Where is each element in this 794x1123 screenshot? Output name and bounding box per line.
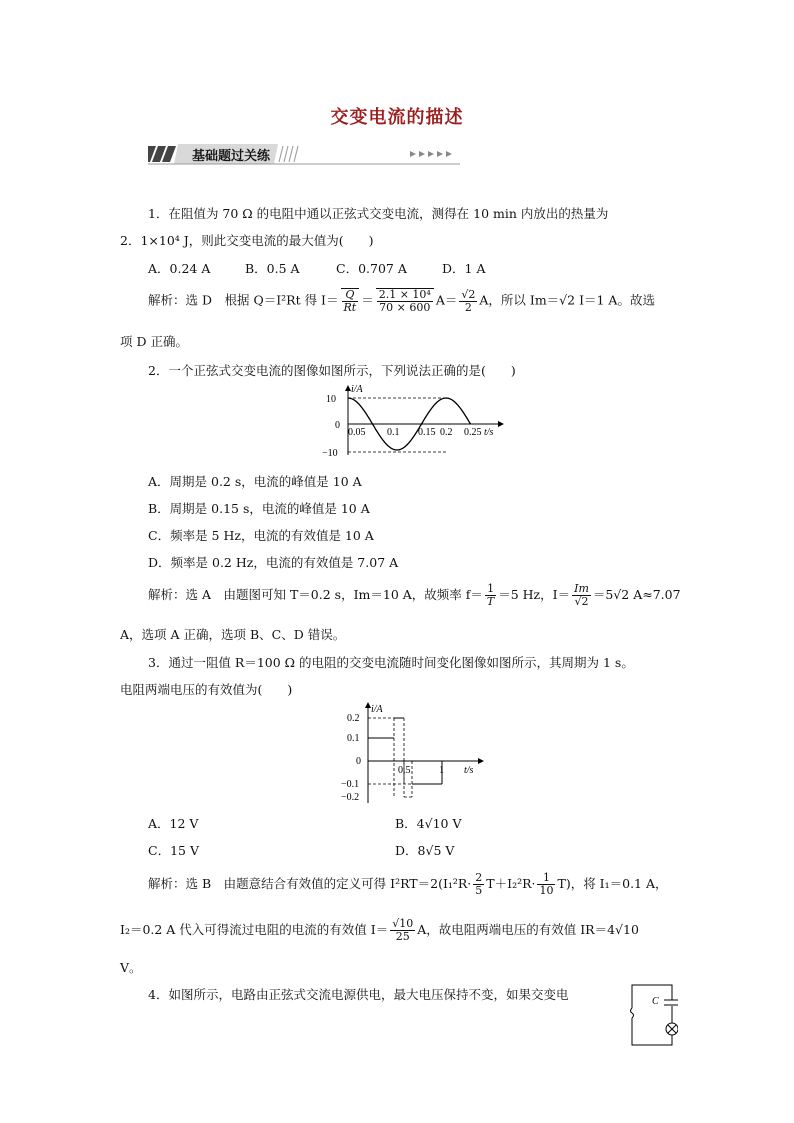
q3-fracc-num: √10 bbox=[392, 917, 414, 930]
q1-stem-line1: 1．在阻值为 70 Ω 的电阻中通以正弦式交变电流，测得在 10 min 内放出的热量为 bbox=[148, 206, 609, 221]
q2-ylabel: i/A bbox=[351, 384, 363, 395]
q1-frac2-den: 70 × 600 bbox=[379, 301, 431, 314]
q2-xlabel: t/s bbox=[484, 427, 494, 438]
q3-answer-line1 bbox=[148, 872, 668, 897]
q4-capacitor-label: C bbox=[652, 996, 659, 1007]
q2-fracb-den: √2 bbox=[574, 595, 589, 608]
q1-stem-line2: 2．1×10⁴ J，则此交变电流的最大值为( ) bbox=[120, 233, 374, 248]
q3-fracb-num: 1 bbox=[537, 872, 555, 885]
q1-option-b: B．0.5 A bbox=[245, 261, 300, 276]
q3-answer-mid: T＋I₂²R· bbox=[486, 876, 536, 891]
q1-frac3-num: √2 bbox=[461, 287, 476, 301]
q2-answer-line2: A，选项 A 正确，选项 B、C、D 错误。 bbox=[120, 627, 346, 642]
q1-answer-mid: ＝ bbox=[361, 292, 374, 308]
q3-fracc-den: 25 bbox=[395, 930, 410, 943]
q3-ytick-0.2: 0.2 bbox=[347, 713, 360, 724]
q3-fraction-root10-25 bbox=[390, 918, 415, 943]
q3-stem-line2: 电阻两端电压的有效值为( ) bbox=[120, 682, 293, 697]
q3-option-b: B．4√10 V bbox=[395, 816, 462, 831]
q1-answer-post: A＝ bbox=[435, 292, 458, 308]
q3-answer-line2-pre: I₂＝0.2 A 代入可得流过电阻的电流的有效值 I＝ bbox=[120, 922, 389, 937]
q1-fraction-values bbox=[376, 288, 434, 314]
q4-stem: 4．如图所示，电路由正弦式交流电源供电，最大电压保持不变，如果交变电 bbox=[148, 987, 569, 1002]
q2-fraction-im-root2 bbox=[572, 583, 591, 608]
q3-ytick-neg0.1: −0.1 bbox=[341, 779, 360, 790]
q2-ytick-0: 0 bbox=[335, 420, 340, 431]
q2-sine-graph bbox=[320, 383, 510, 463]
q3-fraca-den: 5 bbox=[475, 884, 483, 897]
page-title: 交变电流的描述 bbox=[330, 107, 464, 128]
q3-answer-line3: V。 bbox=[120, 960, 142, 975]
q2-option-a: A．周期是 0.2 s，电流的峰值是 10 A bbox=[148, 474, 362, 489]
q1-frac1-num: Q bbox=[342, 289, 359, 302]
q1-answer-pre: 解析：选 D 根据 Q＝I²Rt 得 I＝ bbox=[148, 292, 339, 308]
q3-ylabel: i/A bbox=[371, 704, 383, 715]
q3-xtick-0.5: 0.5 bbox=[398, 765, 411, 776]
q2-stem: 2．一个正弦式交变电流的图像如图所示，下列说法正确的是( ) bbox=[148, 363, 516, 378]
q3-option-d: D．8√5 V bbox=[395, 843, 455, 858]
q1-fraction-q-rt bbox=[341, 288, 360, 314]
q2-xtick-0.05: 0.05 bbox=[348, 427, 366, 438]
q4-circuit-diagram bbox=[626, 982, 678, 1048]
q2-answer-line1 bbox=[148, 583, 681, 608]
q3-fraction-1-10 bbox=[537, 872, 555, 897]
q1-option-d: D．1 A bbox=[442, 261, 486, 276]
q1-option-a: A．0.24 A bbox=[148, 261, 211, 276]
q3-answer-line2-post: A，故电阻两端电压的有效值 IR＝4√10 bbox=[417, 922, 639, 937]
q3-ytick-0.1: 0.1 bbox=[347, 733, 360, 744]
q3-answer-pre: 解析：选 B 由题意结合有效值的定义可得 I²RT＝2(I₁²R· bbox=[148, 876, 472, 891]
q3-fracb-den: 10 bbox=[539, 884, 554, 897]
q2-ytick-neg10: −10 bbox=[322, 448, 338, 459]
q2-fraca-den: T bbox=[486, 595, 495, 608]
q3-ytick-neg0.2: −0.2 bbox=[341, 792, 360, 803]
q3-stem-line1: 3．通过一阻值 R＝100 Ω 的电阻的交变电流随时间变化图像如图所示，其周期为 1 s。 bbox=[148, 655, 634, 670]
q1-answer-line1 bbox=[148, 288, 655, 314]
q3-xlabel: t/s bbox=[464, 765, 474, 776]
q1-fraction-root2 bbox=[459, 289, 477, 314]
q3-option-c: C．15 V bbox=[148, 843, 199, 858]
q1-answer-tail: A，所以 Im＝√2 I＝1 A。故选 bbox=[479, 292, 655, 308]
section-title: 基础题过关练 bbox=[192, 149, 271, 164]
q1-option-c: C．0.707 A bbox=[336, 261, 407, 276]
q3-fraction-2-5 bbox=[473, 872, 484, 897]
q1-frac1-den: Rt bbox=[343, 301, 357, 314]
q2-xtick-0.1: 0.1 bbox=[387, 427, 400, 438]
q2-xtick-0.15: 0.15 bbox=[418, 427, 436, 438]
q3-answer-line2 bbox=[120, 918, 639, 943]
q3-ytick-0: 0 bbox=[356, 756, 361, 767]
q3-fraca-num: 2 bbox=[475, 871, 483, 884]
q2-xtick-0.25: 0.25 bbox=[464, 427, 482, 438]
q2-option-d: D．频率是 0.2 Hz，电流的有效值是 7.07 A bbox=[148, 555, 399, 570]
q2-xtick-0.2: 0.2 bbox=[440, 427, 453, 438]
q2-fracb-num: Im bbox=[574, 582, 589, 595]
q3-square-graph bbox=[338, 700, 498, 806]
q1-frac2-num: 2.1 × 10⁴ bbox=[378, 288, 431, 301]
q2-answer-post: ＝5√2 A≈7.07 bbox=[592, 587, 681, 602]
q3-xtick-1: 1 bbox=[439, 765, 444, 776]
q2-fraction-1-over-t bbox=[485, 583, 496, 608]
q2-answer-pre: 解析：选 A 由题图可知 T＝0.2 s，Im＝10 A，故频率 f＝ bbox=[148, 587, 483, 602]
q1-answer-line2: 项 D 正确。 bbox=[120, 334, 188, 349]
q3-answer-post: T)，将 I₁＝0.1 A， bbox=[557, 876, 668, 891]
q2-fraca-num: 1 bbox=[485, 583, 496, 596]
q2-option-b: B．周期是 0.15 s，电流的峰值是 10 A bbox=[148, 501, 370, 516]
q1-frac3-den: 2 bbox=[464, 300, 472, 314]
q3-option-a: A．12 V bbox=[148, 816, 199, 831]
q2-ytick-10: 10 bbox=[326, 394, 336, 405]
q2-option-c: C．频率是 5 Hz，电流的有效值是 10 A bbox=[148, 528, 374, 543]
q2-answer-mid: ＝5 Hz，I＝ bbox=[498, 587, 571, 602]
